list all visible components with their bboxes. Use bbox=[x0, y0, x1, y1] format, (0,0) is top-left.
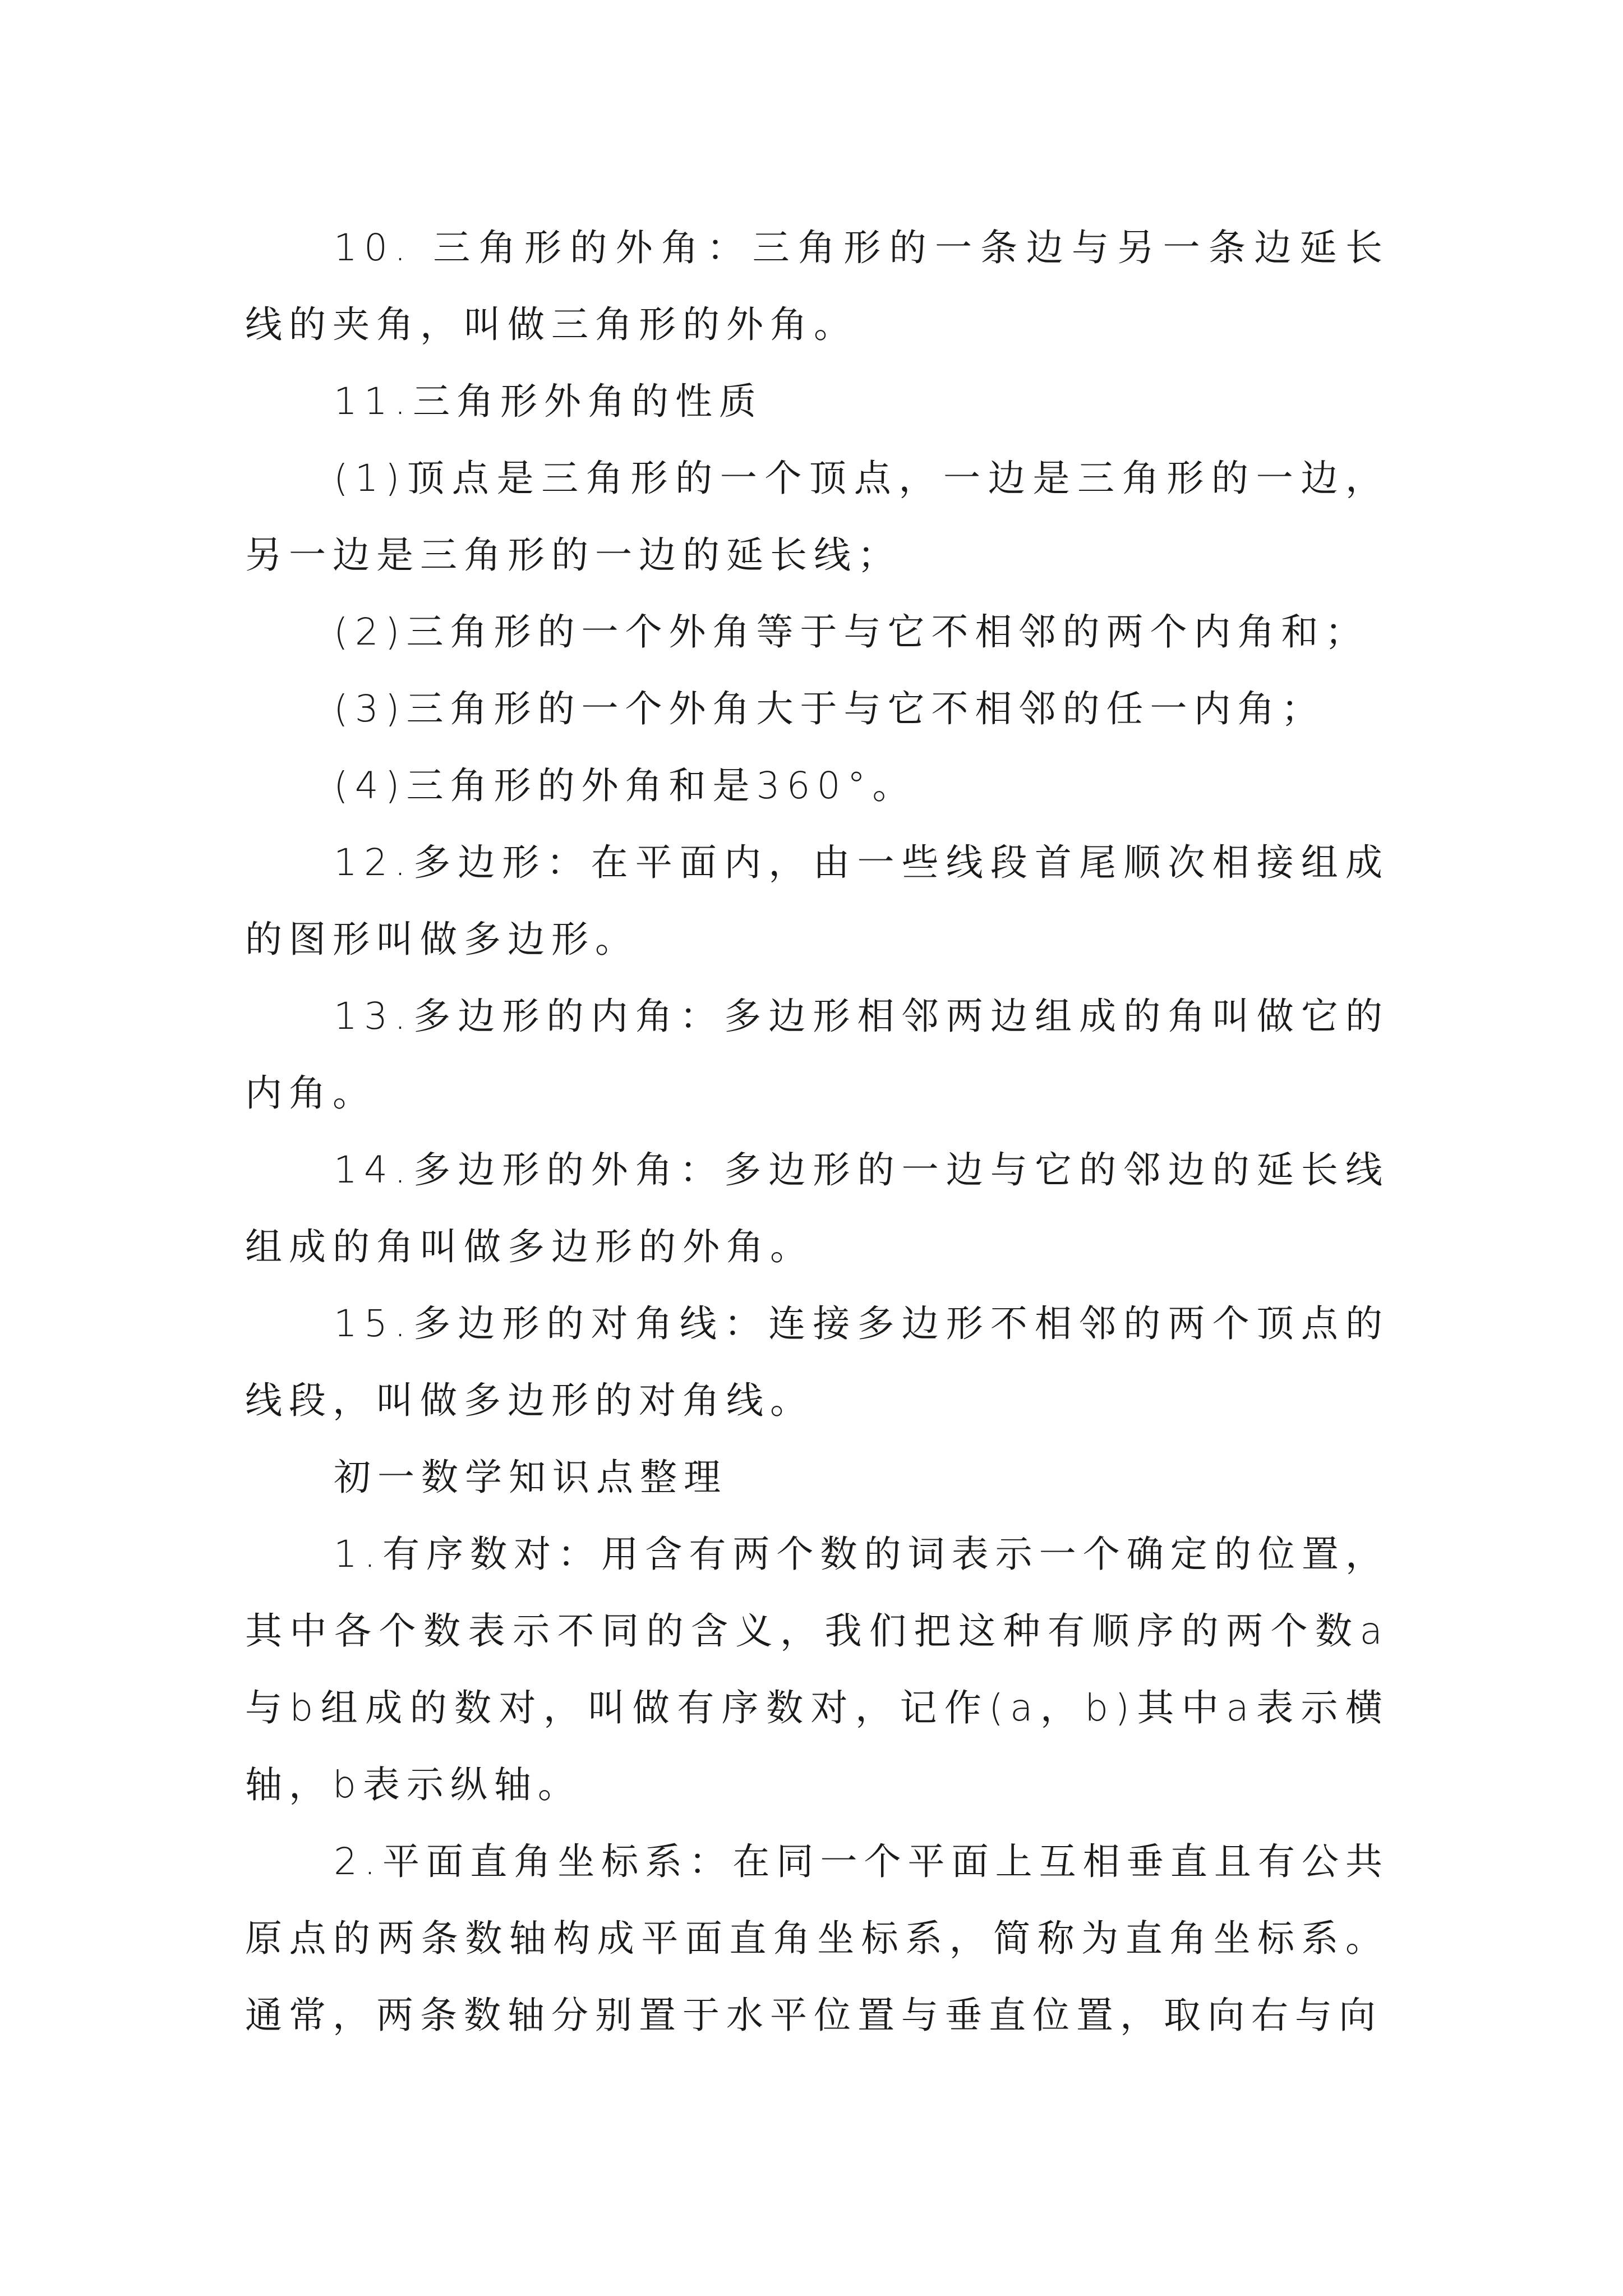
section-heading: 初一数学知识点整理 bbox=[334, 1456, 727, 1499]
document-body bbox=[245, 209, 1389, 2054]
paragraph-polygon-exterior-angle: 14.多边形的外角：多边形的一边与它的邻边的延长线组成的角叫做多边形的外角。 bbox=[245, 1148, 1389, 1268]
paragraph-property-2: (2)三角形的一个外角等于与它不相邻的两个内角和； bbox=[334, 610, 1369, 654]
paragraph-exterior-angle-properties-heading: 11.三角形外角的性质 bbox=[334, 380, 763, 423]
paragraph-polygon-diagonal: 15.多边形的对角线：连接多边形不相邻的两个顶点的线段，叫做多边形的对角线。 bbox=[245, 1302, 1389, 1422]
paragraph-property-4: (4)三角形的外角和是360°。 bbox=[334, 764, 916, 807]
paragraph-ordered-pair: 1.有序数对：用含有两个数的词表示一个确定的位置，其中各个数表示不同的含义，我们把这种有顺序的两个数a与b组成的数对，叫做有序数对，记作(a，b)其中a表示横轴，b表示纵轴。 bbox=[245, 1533, 1389, 1806]
paragraph-exterior-angle-definition: 10. 三角形的外角：三角形的一条边与另一条边延长线的夹角，叫做三角形的外角。 bbox=[245, 226, 1389, 346]
paragraph-polygon-interior-angle: 13.多边形的内角：多边形相邻两边组成的角叫做它的内角。 bbox=[245, 995, 1389, 1115]
paragraph-polygon-definition: 12.多边形：在平面内，由一些线段首尾顺次相接组成的图形叫做多边形。 bbox=[245, 841, 1389, 961]
paragraph-property-1: (1)顶点是三角形的一个顶点，一边是三角形的一边，另一边是三角形的一边的延长线； bbox=[245, 457, 1389, 577]
paragraph-property-3: (3)三角形的一个外角大于与它不相邻的任一内角； bbox=[334, 687, 1325, 730]
paragraph-coordinate-system: 2.平面直角坐标系：在同一个平面上互相垂直且有公共原点的两条数轴构成平面直角坐标系，简称为直角坐标系。通常，两条数轴分别置于水平位置与垂直位置，取向右与向 bbox=[245, 1840, 1389, 2037]
